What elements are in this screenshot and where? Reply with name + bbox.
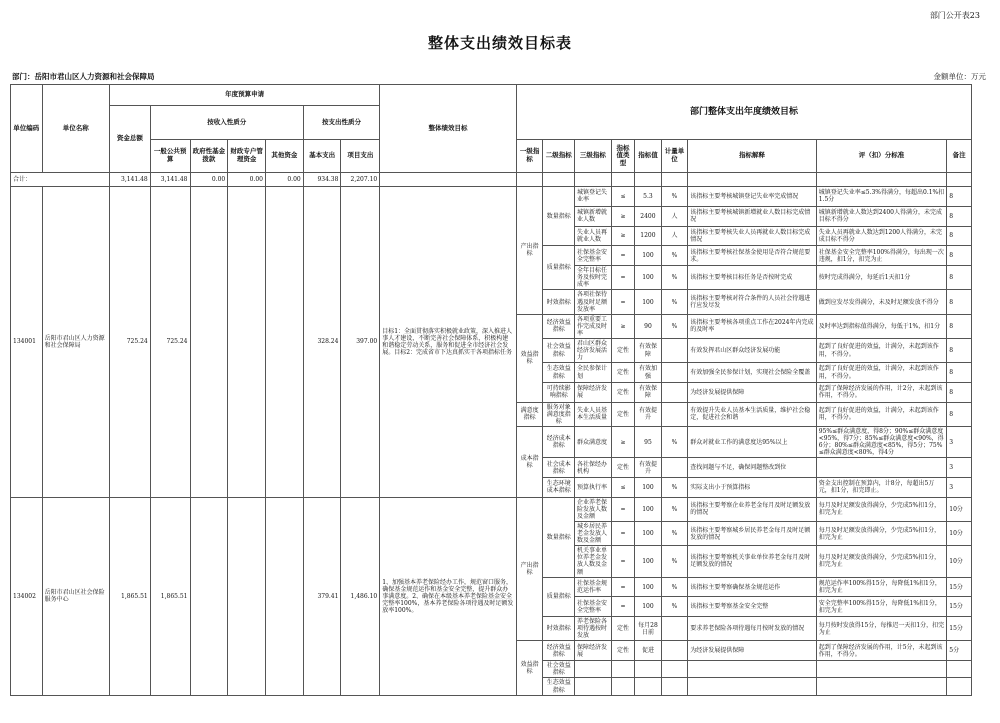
- indicator-value: 90: [635, 314, 662, 338]
- indicator-explain: 有效发挥君山区群众经济发展功能: [688, 338, 817, 362]
- level1-output: 产出指标: [516, 187, 543, 315]
- indicator-value: 有效保障: [635, 338, 662, 362]
- indicator-remark: 15分: [947, 617, 972, 641]
- level2-socialcost: 社会成本指标: [543, 458, 575, 478]
- indicator-unit: %: [661, 546, 688, 577]
- indicator-name: [575, 661, 612, 678]
- indicator-name: 失业人员基本生活质量: [575, 402, 612, 426]
- level2-ecology: 生态效益指标: [543, 678, 575, 695]
- total-funds: 3,141.48: [109, 173, 150, 187]
- unit-code: 134001: [11, 187, 43, 498]
- indicator-value: 有效保障: [635, 382, 662, 402]
- indicator-unit: [661, 458, 688, 478]
- indicator-name: 全年目标任务及按时完成率: [575, 266, 612, 290]
- header-gov-fund: 政府性基金拨款: [190, 140, 228, 173]
- indicator-score: 95%≤群众满意度，得8分；90%≤群众满意度<95%，得7分；85%≤群众满意度<90%，得6分；80%≤群众满意度<85%，得5分；75%≤群众满意度<80%，得4分: [816, 426, 947, 457]
- header-unit-name: 单位名称: [42, 85, 109, 173]
- indicator-explain: 为经济发展提供保障: [688, 382, 817, 402]
- performance-goal-table: [10, 84, 972, 696]
- indicator-name: 各项重要工作完成及时率: [575, 314, 612, 338]
- indicator-type: 定性: [611, 402, 634, 426]
- level2-sustain: 可持续影响指标: [543, 382, 575, 402]
- indicator-type: 定性: [611, 458, 634, 478]
- indicator-remark: 8: [947, 290, 972, 314]
- header-explain: 指标解释: [688, 140, 817, 173]
- indicator-unit: %: [661, 478, 688, 498]
- indicator-value: 100: [635, 290, 662, 314]
- indicator-score: 每月及时足额发放得满分，少完成5%扣1分，扣完为止: [816, 546, 947, 577]
- indicator-score: 城镇登记失业率≤5.3%得满分，每超出0.1%扣1.5分: [816, 187, 947, 207]
- indicator-type: =: [611, 546, 634, 577]
- indicator-score: [816, 458, 947, 478]
- indicator-remark: 8: [947, 382, 972, 402]
- indicator-remark: 5分: [947, 641, 972, 661]
- indicator-unit: 人: [661, 206, 688, 226]
- header-fiscal-special: 财政专户管理资金: [228, 140, 266, 173]
- indicator-type: 定性: [611, 641, 634, 661]
- table-number-label: 部门公开表23: [929, 11, 980, 20]
- header-unit-code: 单位编码: [11, 85, 43, 173]
- indicator-value: 100: [635, 577, 662, 597]
- header-by-expense: 按支出性质分: [303, 106, 380, 140]
- level1-cost: 成本指标: [516, 426, 543, 497]
- indicator-score: 每月按时发放得15分，每推迟一天扣1分，扣完为止: [816, 617, 947, 641]
- indicator-name: 全民参保计划: [575, 363, 612, 383]
- indicator-score: 按时完成得满分，每延后1天扣1分: [816, 266, 947, 290]
- indicator-value: 5.3: [635, 187, 662, 207]
- level2-ecology: 生态效益指标: [543, 363, 575, 383]
- indicator-unit: 人: [661, 226, 688, 246]
- indicator-name: 预算执行率: [575, 478, 612, 498]
- indicator-type: ≤: [611, 478, 634, 498]
- indicator-unit: %: [661, 497, 688, 521]
- indicator-explain: 该指标主要考核对符合条件的人员社会待遇进行应发尽发: [688, 290, 817, 314]
- total-project: 2,207.10: [341, 173, 380, 187]
- indicator-score: 及时率达到指标值得满分，每低于1%，扣1分: [816, 314, 947, 338]
- level2-econcost: 经济成本指标: [543, 426, 575, 457]
- indicator-explain: 该指标主要考核城镇新增就业人数目标完成情况: [688, 206, 817, 226]
- indicator-score: 起到了良好促进的效益，计满分，未起到该作用，不得分。: [816, 363, 947, 383]
- indicator-type: ≥: [611, 226, 634, 246]
- header-general-budget: 一般公共预算: [150, 140, 190, 173]
- unit-total: 1,865.51: [109, 497, 150, 695]
- indicator-remark: 10分: [947, 522, 972, 546]
- indicator-score: 做到应发尽发得满分，未及时足额发放不得分: [816, 290, 947, 314]
- header-dept-goal: 部门整体支出年度绩效目标: [516, 85, 971, 140]
- indicator-remark: 3: [947, 426, 972, 457]
- level2-time: 时效指标: [543, 617, 575, 641]
- indicator-name: [575, 678, 612, 695]
- indicator-score: 规范运作率100%得15分，每降低1%扣1分，扣完为止: [816, 577, 947, 597]
- indicator-unit: %: [661, 426, 688, 457]
- indicator-remark: 8: [947, 314, 972, 338]
- level2-economic: 经济效益指标: [543, 314, 575, 338]
- indicator-score: 社保基金安全完整率100%得满分，每出现一次违规，扣1分，扣完为止: [816, 246, 947, 266]
- indicator-type: =: [611, 266, 634, 290]
- indicator-name: 保障经济发展: [575, 382, 612, 402]
- indicator-unit: %: [661, 187, 688, 207]
- indicator-value: 100: [635, 546, 662, 577]
- total-gov-fund: 0.00: [190, 173, 228, 187]
- total-fiscal-special: 0.00: [228, 173, 266, 187]
- indicator-explain: 该指标主要考核目标任务是否按时完成: [688, 266, 817, 290]
- level2-service: 服务对象满意度指标: [543, 402, 575, 426]
- indicator-score: 城镇新增就业人数达到2400人得满分，未完成目标不得分: [816, 206, 947, 226]
- indicator-unit: %: [661, 577, 688, 597]
- indicator-explain: 群众对就业工作的满意度达95%以上: [688, 426, 817, 457]
- indicator-explain: 要求养老保险各项待遇每月按时发放的情况: [688, 617, 817, 641]
- indicator-explain: 该指标主要考察基金安全完整: [688, 597, 817, 617]
- indicator-remark: 10分: [947, 546, 972, 577]
- unit-goal: 1、加强基本养老保险经办工作，规范窗口服务，确保基金规范运作和基金安全完整，提升群众办事满意度。2、确保在本级基本养老保险基金安全完整率100%，基本养老保险各项待遇及时足额发放率100%。: [380, 497, 517, 695]
- header-other-funds: 其他资金: [265, 140, 303, 173]
- indicator-name: 君山区群众经济发展活力: [575, 338, 612, 362]
- unit-name: 岳阳市君山区人力资源和社会保障局: [42, 187, 109, 498]
- indicator-name: 各社保经办机构: [575, 458, 612, 478]
- indicator-type: =: [611, 577, 634, 597]
- indicator-value: 100: [635, 246, 662, 266]
- indicator-explain: 该指标主要考核社保基金使用是否符合规范要求。: [688, 246, 817, 266]
- level2-quantity: 数量指标: [543, 187, 575, 246]
- indicator-explain: 该指标主要考核城镇登记失业率完成情况: [688, 187, 817, 207]
- indicator-score: 安全完整率100%得15分，每降低1%扣1分，扣完为止: [816, 597, 947, 617]
- indicator-name: 城镇新增就业人数: [575, 206, 612, 226]
- level2-quality: 质量指标: [543, 246, 575, 290]
- indicator-remark: 3: [947, 458, 972, 478]
- level1-benefit: 效益指标: [516, 314, 543, 402]
- header-project-expense: 项目支出: [341, 140, 380, 173]
- page-title: 整体支出绩效目标表: [427, 34, 572, 52]
- total-other: 0.00: [265, 173, 303, 187]
- indicator-remark: 15分: [947, 577, 972, 597]
- indicator-unit: [661, 402, 688, 426]
- level1-satisfaction: 满意度指标: [516, 402, 543, 426]
- indicator-remark: 15分: [947, 597, 972, 617]
- indicator-name: 养老保险各项待遇按时发放: [575, 617, 612, 641]
- indicator-type: ≥: [611, 206, 634, 226]
- indicator-name: 社保基金安全完整率: [575, 246, 612, 266]
- indicator-score: 资金支出控制在预算内，计8分，每超出5万元，扣1分，扣完即止。: [816, 478, 947, 498]
- indicator-remark: 8: [947, 266, 972, 290]
- indicator-value: 有效提升: [635, 458, 662, 478]
- unit-total: 725.24: [109, 187, 150, 498]
- total-basic: 934.38: [303, 173, 341, 187]
- indicator-unit: %: [661, 246, 688, 266]
- indicator-name: 机关事业单位养老金发放人数及金额: [575, 546, 612, 577]
- unit-general: 1,865.51: [150, 497, 190, 695]
- indicator-type: =: [611, 246, 634, 266]
- indicator-explain: 有效加强全民参保计划，实现社会保险全覆盖: [688, 363, 817, 383]
- unit-code: 134002: [11, 497, 43, 695]
- indicator-score: 每月及时足额发放得满分，少完成5%扣1分，扣完为止: [816, 497, 947, 521]
- unit-general: 725.24: [150, 187, 190, 498]
- level2-economic: 经济效益指标: [543, 641, 575, 661]
- indicator-value: 100: [635, 522, 662, 546]
- indicator-name: 城镇登记失业率: [575, 187, 612, 207]
- indicator-name: 社保基金规范运作率: [575, 577, 612, 597]
- indicator-remark: 8: [947, 246, 972, 266]
- header-measure: 计量单位: [661, 140, 688, 173]
- indicator-value: 100: [635, 478, 662, 498]
- indicator-value: 有效提升: [635, 402, 662, 426]
- header-level2: 二级指标: [543, 140, 575, 173]
- header-overall-goal: 整体绩效目标: [380, 85, 517, 173]
- indicator-type: ≥: [611, 314, 634, 338]
- indicator-unit: [661, 641, 688, 661]
- department-label: 部门：岳阳市君山区人力资源和社会保障局: [12, 72, 155, 81]
- indicator-unit: [661, 363, 688, 383]
- level2-quality: 质量指标: [543, 577, 575, 617]
- currency-unit-label: 金额单位：万元: [933, 72, 986, 81]
- indicator-remark: 8: [947, 363, 972, 383]
- indicator-remark: 8: [947, 187, 972, 207]
- indicator-value: 100: [635, 597, 662, 617]
- indicator-unit: [661, 382, 688, 402]
- header-value: 指标值: [635, 140, 662, 173]
- header-level1: 一级指标: [516, 140, 543, 173]
- header-total-funds: 资金总额: [109, 106, 150, 173]
- indicator-remark: 8: [947, 226, 972, 246]
- level1-benefit: 效益指标: [516, 641, 543, 695]
- indicator-unit: [661, 617, 688, 641]
- indicator-name: 失业人员再就业人数: [575, 226, 612, 246]
- indicator-unit: %: [661, 314, 688, 338]
- header-value-type: 指标值类型: [611, 140, 634, 173]
- indicator-value: 1200: [635, 226, 662, 246]
- indicator-value: 100: [635, 497, 662, 521]
- indicator-unit: %: [661, 597, 688, 617]
- indicator-remark: 10分: [947, 497, 972, 521]
- total-label: 合计：: [11, 173, 110, 187]
- indicator-explain: 该指标主要考察机关事业单位养老金每月及时足额发放的情况: [688, 546, 817, 577]
- indicator-value: 2400: [635, 206, 662, 226]
- indicator-name: 社保基金安全完整率: [575, 597, 612, 617]
- indicator-type: 定性: [611, 338, 634, 362]
- indicator-unit: %: [661, 522, 688, 546]
- indicator-unit: %: [661, 266, 688, 290]
- level2-quantity: 数量指标: [543, 497, 575, 577]
- unit-basic: 379.41: [303, 497, 341, 695]
- indicator-name: 各项社保待遇及时足额发放率: [575, 290, 612, 314]
- indicator-explain: 为经济发展提供保障: [688, 641, 817, 661]
- indicator-value: 95: [635, 426, 662, 457]
- header-basic-expense: 基本支出: [303, 140, 341, 173]
- indicator-type: =: [611, 597, 634, 617]
- indicator-score: 起到了良好促进的效益，计满分，未起到该作用，不得分。: [816, 338, 947, 362]
- indicator-type: ≥: [611, 426, 634, 457]
- header-level3: 三级指标: [575, 140, 612, 173]
- indicator-type: 定性: [611, 617, 634, 641]
- level2-social: 社会效益指标: [543, 661, 575, 678]
- indicator-value: 促进: [635, 641, 662, 661]
- level2-time: 时效指标: [543, 290, 575, 314]
- indicator-type: =: [611, 522, 634, 546]
- indicator-name: 城乡居民养老金发放人数及金额: [575, 522, 612, 546]
- indicator-explain: 该指标主要考察企业养老金每月及时足额发放的情况: [688, 497, 817, 521]
- indicator-score: 失业人员再就业人数达到1200人得满分，未完成目标不得分: [816, 226, 947, 246]
- level1-output: 产出指标: [516, 497, 543, 641]
- total-row: [11, 173, 972, 187]
- table-row: [11, 497, 972, 521]
- indicator-value: 有效加强: [635, 363, 662, 383]
- header-remark: 备注: [947, 140, 972, 173]
- indicator-explain: 有效提升失业人员基本生活质量，维护社会稳定，促进社会和谐: [688, 402, 817, 426]
- indicator-remark: 8: [947, 402, 972, 426]
- level2-envcost: 生态环境成本指标: [543, 478, 575, 498]
- level2-social: 社会效益指标: [543, 338, 575, 362]
- indicator-explain: 实际支出小于预算指标: [688, 478, 817, 498]
- indicator-explain: 该指标主要考核各项重点工作在2024年内完成的及时率: [688, 314, 817, 338]
- header-annual-budget: 年度预算申请: [109, 85, 379, 106]
- indicator-type: =: [611, 290, 634, 314]
- indicator-type: ≤: [611, 187, 634, 207]
- table-row: [11, 187, 972, 207]
- indicator-remark: 8: [947, 206, 972, 226]
- indicator-value: 每月28日前: [635, 617, 662, 641]
- indicator-type: 定性: [611, 382, 634, 402]
- unit-name: 岳阳市君山区社会保险服务中心: [42, 497, 109, 695]
- indicator-remark: 3: [947, 478, 972, 498]
- indicator-score: 起到了保障经济发展的作用，计5分，未起到该作用，不得分。: [816, 641, 947, 661]
- unit-project: 1,486.10: [341, 497, 380, 695]
- indicator-remark: 8: [947, 338, 972, 362]
- indicator-type: =: [611, 497, 634, 521]
- indicator-name: 群众满意度: [575, 426, 612, 457]
- indicator-score: 起到了保障经济发展的作用，计2分，未起到该作用，不得分。: [816, 382, 947, 402]
- indicator-name: 保障经济发展: [575, 641, 612, 661]
- header-scoring: 评（扣）分标准: [816, 140, 947, 173]
- indicator-explain: 该指标主要考核失业人员再就业人数目标完成情况: [688, 226, 817, 246]
- indicator-value: 100: [635, 266, 662, 290]
- indicator-explain: 查找问题与不足，确保问题整改到位: [688, 458, 817, 478]
- unit-goal: 目标1：全面贯彻落实积极就业政策，深入推进人事人才建设，不断完善社会保障体系，积极构建和谐稳定劳动关系，服务和促进全市经济社会发展。目标2：完成省市下达真抓实干各项指标任务: [380, 187, 517, 498]
- indicator-score: 起到了良好促进的效益，计满分，未起到该作用，不得分。: [816, 402, 947, 426]
- indicator-explain: 该指标主要考察确保基金规范运作: [688, 577, 817, 597]
- indicator-name: 企业养老保险发放人数及金额: [575, 497, 612, 521]
- indicator-score: 每月及时足额发放得满分，少完成5%扣1分，扣完为止: [816, 522, 947, 546]
- indicator-type: 定性: [611, 363, 634, 383]
- indicator-explain: 该指标主要考察城乡居民养老金每月及时足额发放的情况: [688, 522, 817, 546]
- header-by-source: 按收入性质分: [150, 106, 303, 140]
- total-general: 3,141.48: [150, 173, 190, 187]
- unit-basic: 328.24: [303, 187, 341, 498]
- unit-project: 397.00: [341, 187, 380, 498]
- indicator-unit: [661, 338, 688, 362]
- indicator-unit: %: [661, 290, 688, 314]
